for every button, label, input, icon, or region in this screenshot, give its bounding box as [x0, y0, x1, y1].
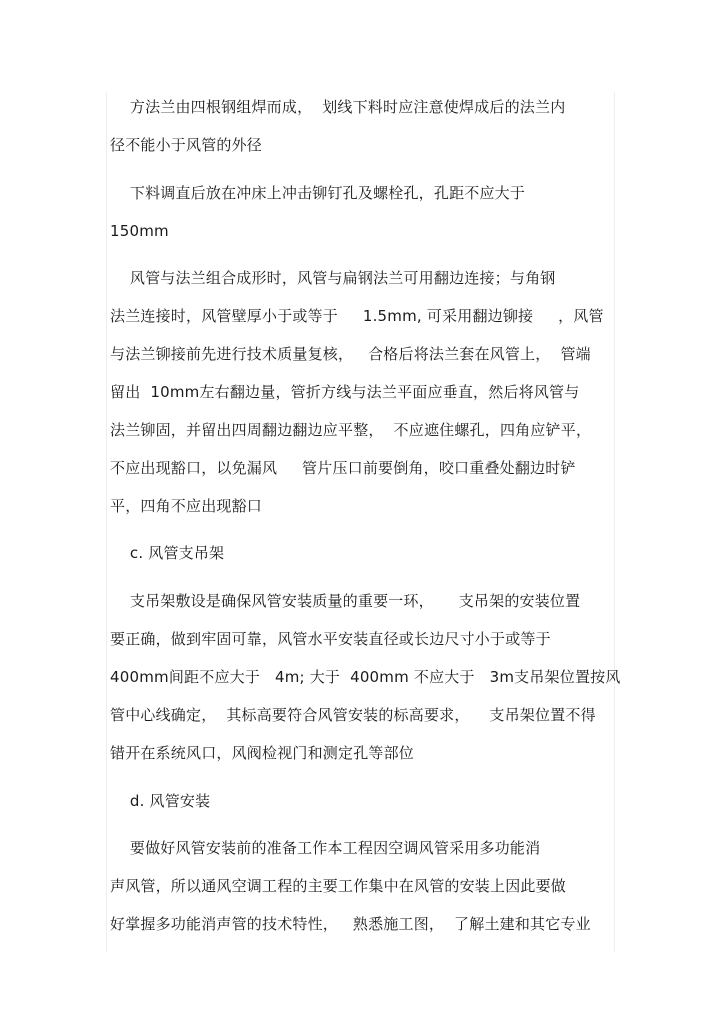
- left-margin-line: [106, 92, 107, 952]
- text-line: 好掌握多功能消声管的技术特性， 熟悉施工图， 了解土建和其它专业: [110, 915, 591, 933]
- text-line: 不应出现豁口，以免漏风 管片压口前要倒角，咬口重叠处翻边时铲: [110, 459, 576, 477]
- section-heading: c. 风管支吊架: [110, 544, 225, 562]
- text-line: 平，四角不应出现豁口: [110, 497, 263, 515]
- text-line: 方法兰由四根钢组焊而成， 划线下料时应注意使焊成后的法兰内: [110, 98, 566, 116]
- text-line: 声风管，所以通风空调工程的主要工作集中在风管的安装上因此要做: [110, 877, 567, 895]
- text-line: 要做好风管安装前的准备工作本工程因空调风管采用多功能消: [110, 839, 541, 857]
- text-line: 下料调直后放在冲床上冲击铆钉孔及螺栓孔，孔距不应大于: [110, 184, 526, 202]
- text-line: 法兰铆固，并留出四周翻边翻边应平整， 不应遮住螺孔，四角应铲平，: [110, 421, 592, 439]
- text-line: 400mm间距不应大于 4m; 大于 400mm 不应大于 3m支吊架位置按风: [110, 668, 621, 686]
- text-line: 与法兰铆接前先进行技术质量复核， 合格后将法兰套在风管上， 管端: [110, 345, 591, 363]
- text-line: 径不能小于风管的外径: [110, 136, 263, 154]
- right-margin-line: [614, 92, 615, 952]
- text-line: 错开在系统风口，风阀检视门和测定孔等部位: [110, 744, 415, 762]
- section-heading: d. 风管安装: [110, 792, 211, 810]
- text-line: 风管与法兰组合成形时，风管与扁钢法兰可用翻边连接；与角钢: [110, 269, 556, 287]
- text-line: 留出 10mm左右翻边量，管折方线与法兰平面应垂直，然后将风管与: [110, 383, 580, 401]
- text-line: 要正确，做到牢固可靠，风管水平安装直径或长边尺寸小于或等于: [110, 630, 551, 648]
- text-line: 管中心线确定， 其标高要符合风管安装的标高要求， 支吊架位置不得: [110, 706, 596, 724]
- text-line: 150mm: [110, 222, 169, 240]
- text-line: 支吊架敷设是确保风管安装质量的重要一环， 支吊架的安装位置: [110, 592, 581, 610]
- text-line: 法兰连接时，风管壁厚小于或等于 1.5mm, 可采用翻边铆接 ，风管: [110, 307, 604, 325]
